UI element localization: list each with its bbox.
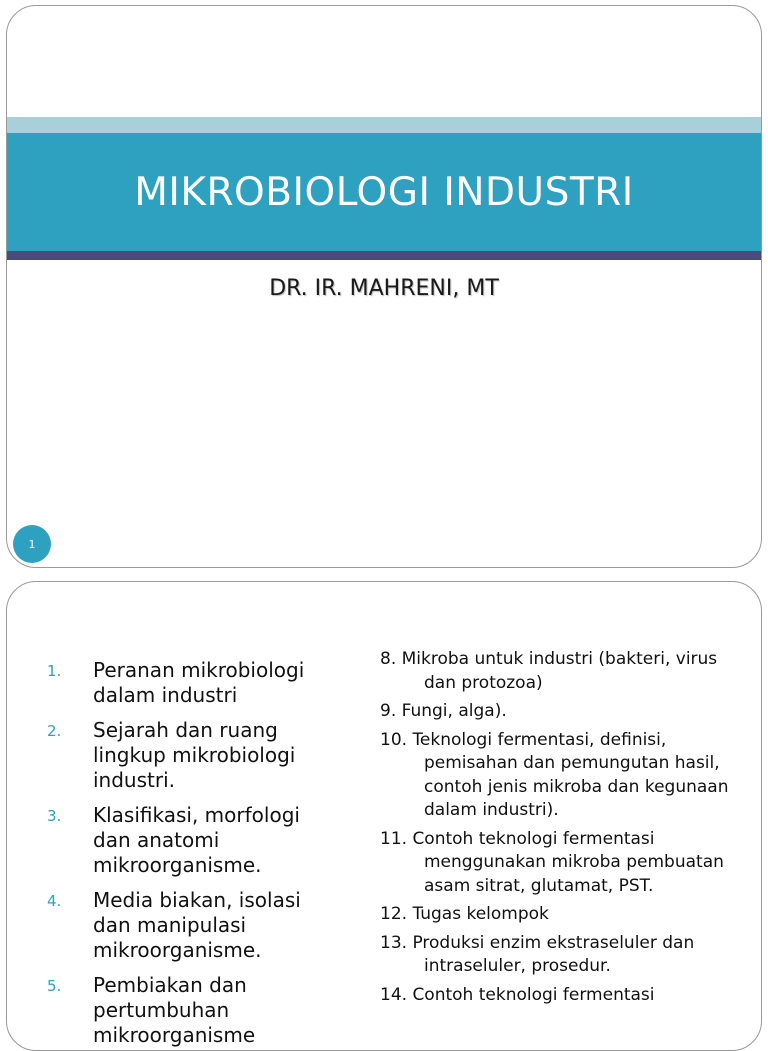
list-item-number: 5. [47, 977, 62, 995]
content-slide [6, 581, 762, 1051]
list-item [47, 973, 337, 1048]
slide-title: MIKROBIOLOGI INDUSTRI [134, 170, 634, 215]
title-slide [6, 5, 762, 568]
title-band-bottom-stripe [7, 251, 761, 260]
list-item: 10. Teknologi fermentasi, definisi, pemisahan dan pemungutan hasil, contoh jenis mikroba dan kegunaan dalam industri). [380, 729, 729, 820]
list-item: 9. Fungi, alga). [380, 701, 507, 721]
list-item [47, 658, 337, 708]
page-number-badge: 1 [13, 525, 51, 563]
list-item [47, 803, 337, 878]
topic-list-left [47, 658, 337, 1051]
title-band-top-stripe [7, 117, 761, 133]
list-item-text: Pembiakan dan pertumbuhan mikroorganisme [93, 973, 256, 1047]
list-item-number: 1. [47, 662, 62, 680]
list-item: 11. Contoh teknologi fermentasi menggunakan mikroba pembuatan asam sitrat, glutamat, PST. [380, 828, 724, 896]
list-item-number: 4. [47, 892, 62, 910]
list-item: 14. Contoh teknologi fermentasi [380, 984, 655, 1005]
list-item [47, 718, 337, 793]
list-item [47, 888, 337, 963]
topic-list-right [380, 648, 752, 1012]
list-item-text: Media biakan, isolasi dan manipulasi mikroorganisme. [93, 888, 301, 962]
list-item: 12. Tugas kelompok [380, 904, 549, 924]
list-item: 8. Mikroba untuk industri (bakteri, virus dan protozoa) [380, 649, 718, 693]
list-item-text: Sejarah dan ruang lingkup mikrobiologi industri. [93, 718, 296, 792]
list-item-text: Klasifikasi, morfologi dan anatomi mikroorganisme. [93, 803, 300, 877]
slide-subtitle: DR. IR. MAHRENI, MT [269, 276, 499, 301]
list-item-number: 3. [47, 807, 62, 825]
list-item: 13. Produksi enzim ekstraseluler dan intraseluler, prosedur. [380, 932, 695, 976]
list-item-number: 2. [47, 722, 62, 740]
list-item-text: Peranan mikrobiologi dalam industri [93, 658, 305, 707]
